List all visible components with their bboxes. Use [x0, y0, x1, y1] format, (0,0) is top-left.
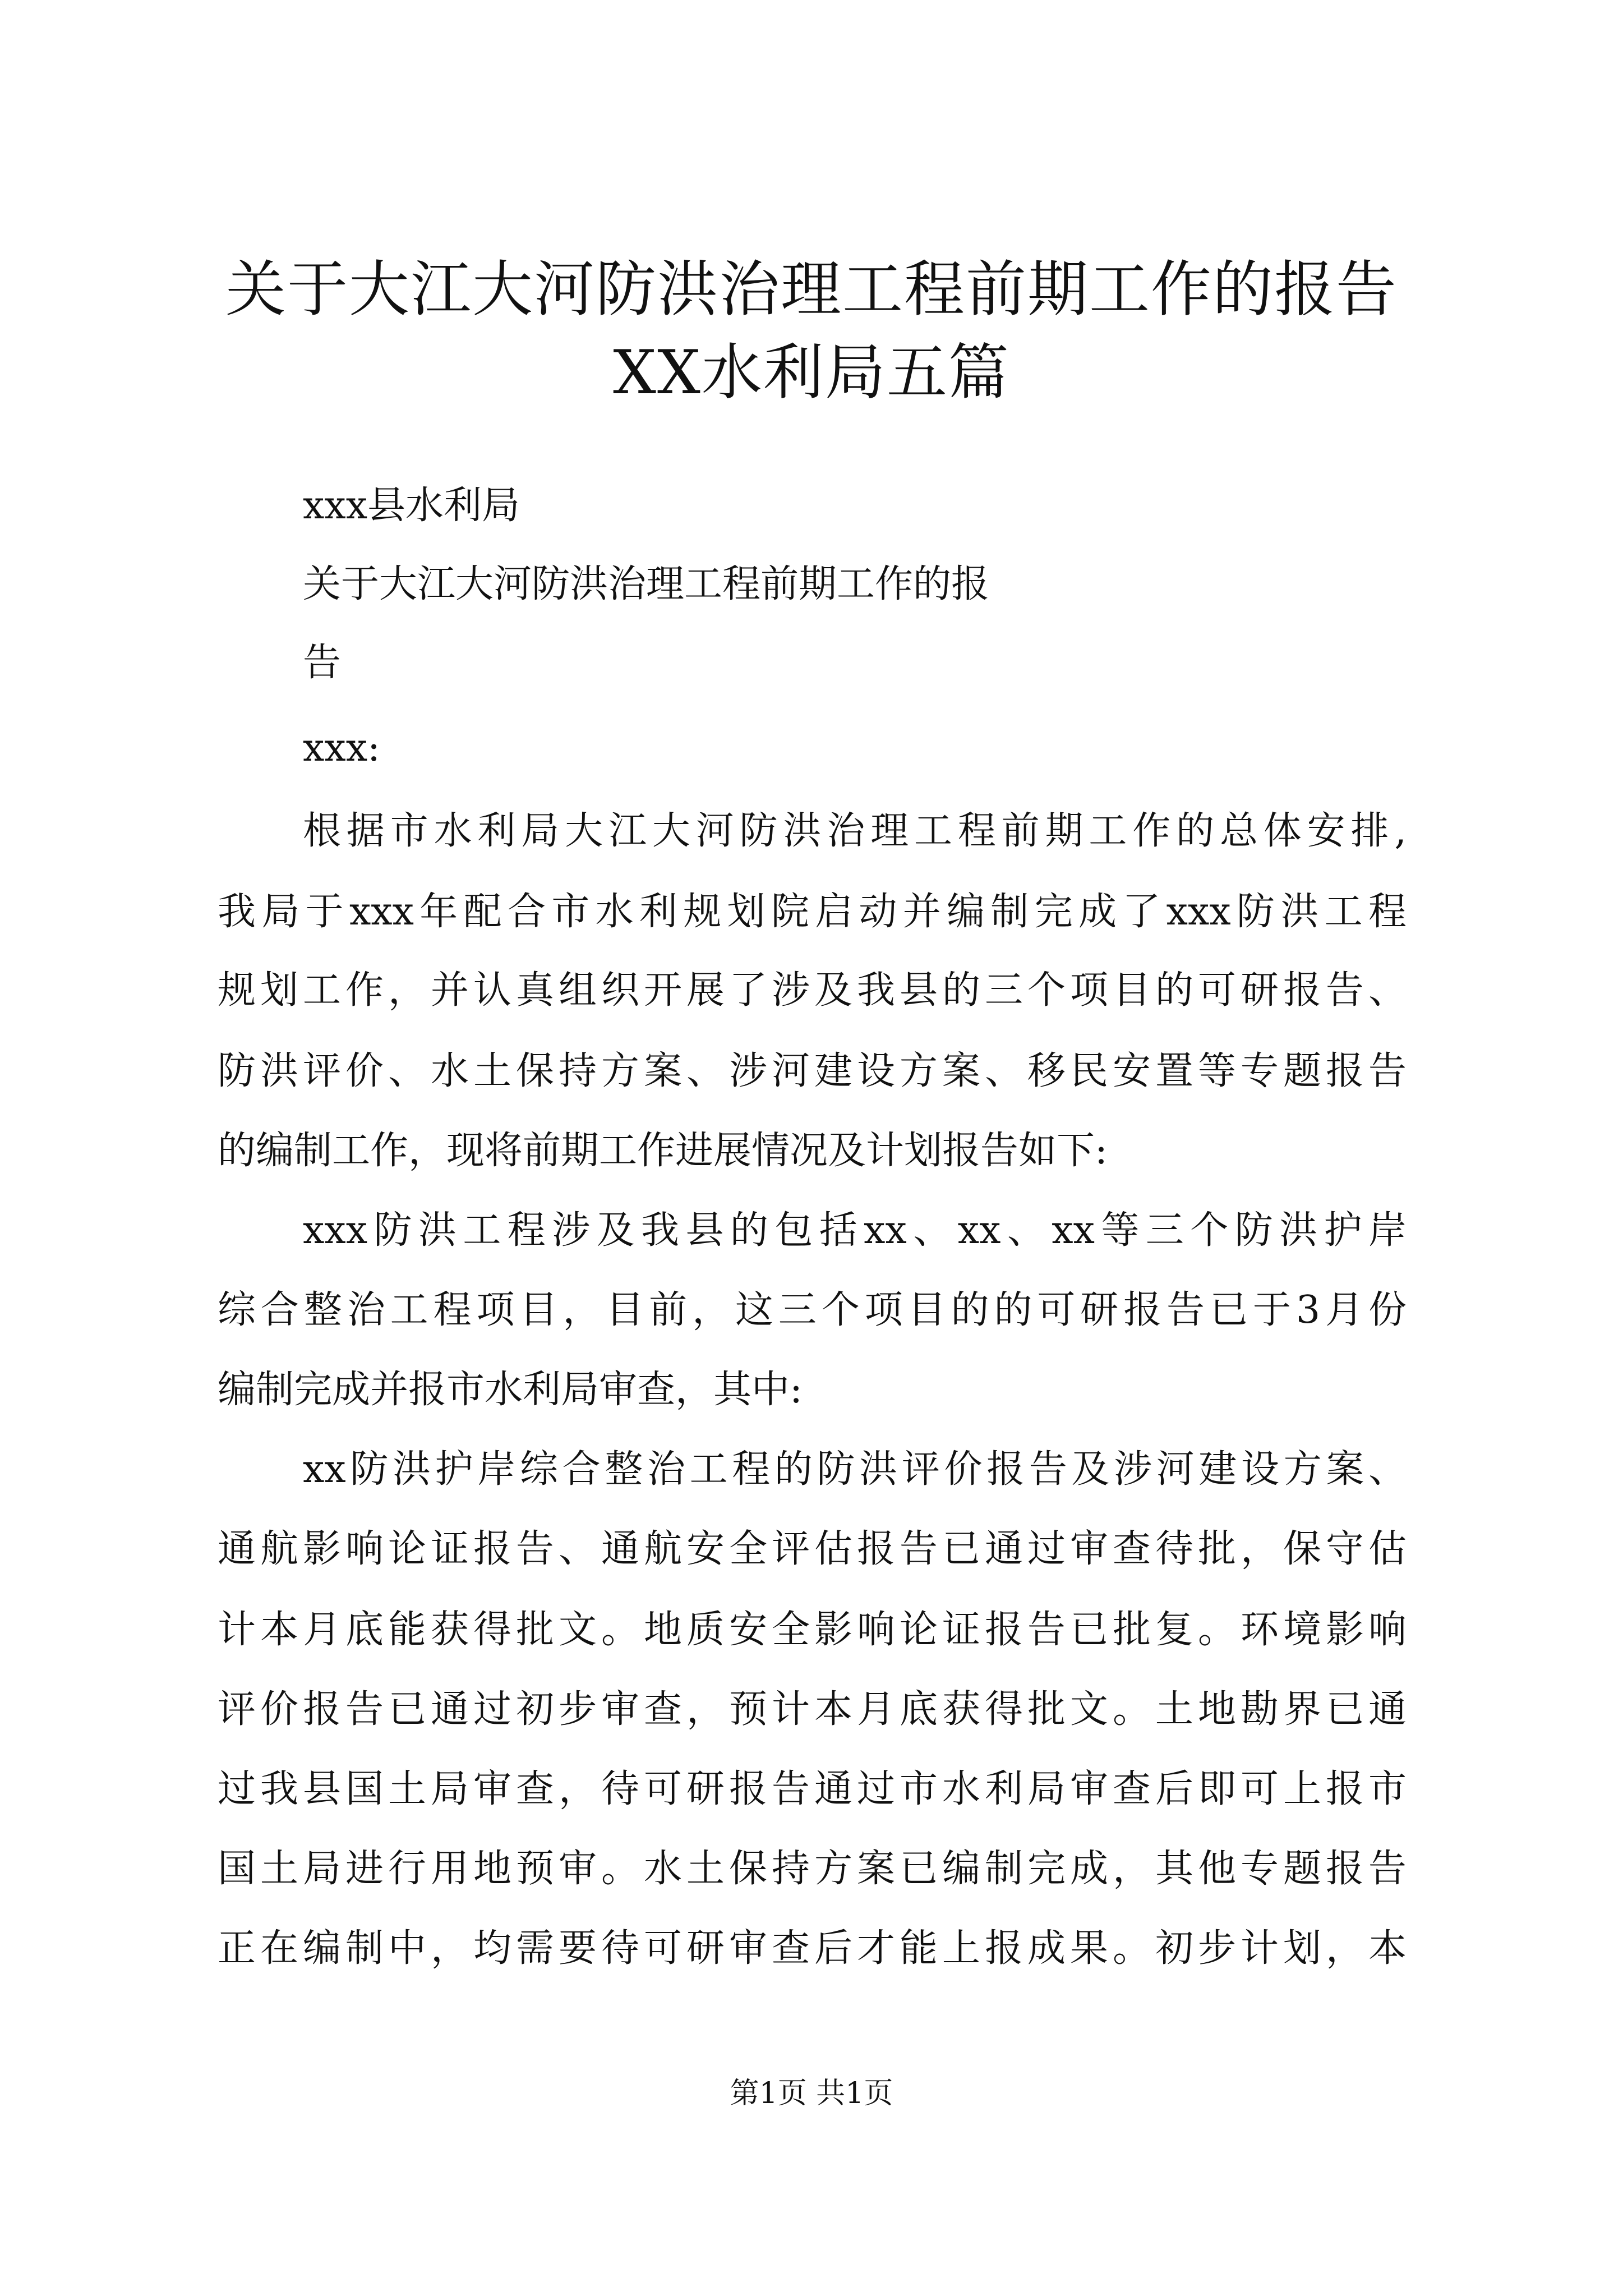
salutation-line: xxx:: [303, 726, 380, 770]
paragraph-line: 通航影响论证报告、通航安全评估报告已通过审查待批，保守估: [218, 1527, 1407, 1571]
paragraph-line: xx防洪护岸综合整治工程的防洪评价报告及涉河建设方案、: [303, 1447, 1407, 1492]
document-title-line-2: XX水利局五篇: [613, 338, 1010, 408]
sender-line: xxx县水利局: [303, 484, 520, 528]
page-number-footer: 第1页 共1页: [730, 2077, 893, 2110]
paragraph-line: 规划工作，并认真组织开展了涉及我县的三个项目的可研报告、: [218, 968, 1407, 1013]
paragraph-line: 计本月底能获得批文。地质安全影响论证报告已批复。环境影响: [218, 1608, 1407, 1652]
subject-line-continued: 告: [303, 641, 342, 685]
paragraph-line: 防洪评价、水土保持方案、涉河建设方案、移民安置等专题报告: [218, 1049, 1407, 1093]
paragraph-line: 的编制工作，现将前期工作进展情况及计划报告如下:: [218, 1129, 1108, 1173]
paragraph-line: 正在编制中，均需要待可研审查后才能上报成果。初步计划，本: [218, 1926, 1407, 1971]
paragraph-line: 过我县国土局审查，待可研报告通过市水利局审查后即可上报市: [218, 1767, 1407, 1811]
document-title-line-1: 关于大江大河防洪治理工程前期工作的报告: [225, 255, 1398, 325]
paragraph-line: 根据市水利局大江大河防洪治理工程前期工作的总体安排,: [303, 809, 1407, 853]
paragraph-line: 编制完成并报市水利局审查，其中:: [218, 1368, 803, 1412]
paragraph-line: 评价报告已通过初步审查，预计本月底获得批文。土地勘界已通: [218, 1687, 1407, 1732]
paragraph-line: 综合整治工程项目，目前，这三个项目的的可研报告已于3月份: [218, 1288, 1407, 1332]
subject-line: 关于大江大河防洪治理工程前期工作的报: [303, 562, 990, 606]
paragraph-line: 国土局进行用地预审。水土保持方案已编制完成，其他专题报告: [218, 1847, 1407, 1891]
paragraph-line: 我局于xxx年配合市水利规划院启动并编制完成了xxx防洪工程: [218, 890, 1407, 934]
paragraph-line: xxx防洪工程涉及我县的包括xx、xx、xx等三个防洪护岸: [303, 1208, 1407, 1253]
